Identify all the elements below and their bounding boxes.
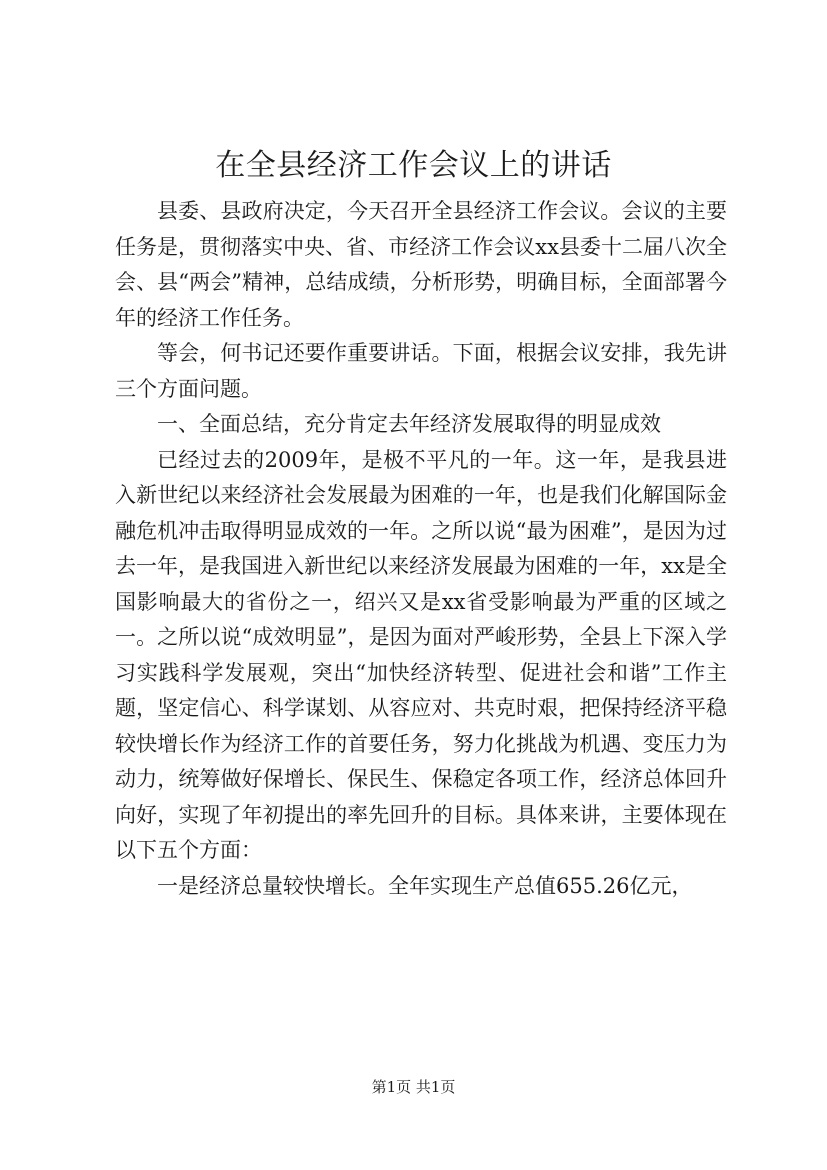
paragraph-agenda: 等会，何书记还要作重要讲话。下面，根据会议安排，我先讲三个方面问题。 (115, 341, 727, 401)
paragraph-review: 已经过去的2009年，是极不平凡的一年。这一年，是我县进入新世纪以来经济社会发展最为困难的一年，也是我们化解国际金融危机冲击取得明显成效的一年。之所以说“最为困难”，是因为过去一年，是我国进入新世纪以来经济发展最为困难的一年，xx是全国影响最大的省份之一，绍兴又是xx省受影响最为严重的区域之一。之所以说“成效明显”，是因为面对严峻形势，全县上下深入学习实践科学发展观，突出“加快经济转型、促进社会和谐”工作主题，坚定信心、科学谋划、从容应对、共克时艰，把保持经济平稳较快增长作为经济工作的首要任务，努力化挑战为机遇、变压力为动力，统筹做好保增长、保民生、保稳定各项工作，经济总体回升向好，实现了年初提出的率先回升的目标。具体来讲，主要体现在以下五个方面： (115, 447, 727, 862)
section-heading-1: 一、全面总结，充分肯定去年经济发展取得的明显成效 (157, 412, 661, 436)
paragraph-intro: 县委、县政府决定，今天召开全县经济工作会议。会议的主要任务是，贯彻落实中央、省、市经济工作会议xx县委十二届八次全会、县“两会”精神，总结成绩，分析形势，明确目标，全面部署今年的经济工作任务。 (115, 199, 727, 330)
paragraph-point-1: 一是经济总量较快增长。全年实现生产总值655.26亿元， (157, 873, 693, 898)
document-title: 在全县经济工作会议上的讲话 (215, 148, 612, 183)
page-footer: 第1页 共1页 (371, 1078, 456, 1096)
document-body (115, 194, 727, 904)
